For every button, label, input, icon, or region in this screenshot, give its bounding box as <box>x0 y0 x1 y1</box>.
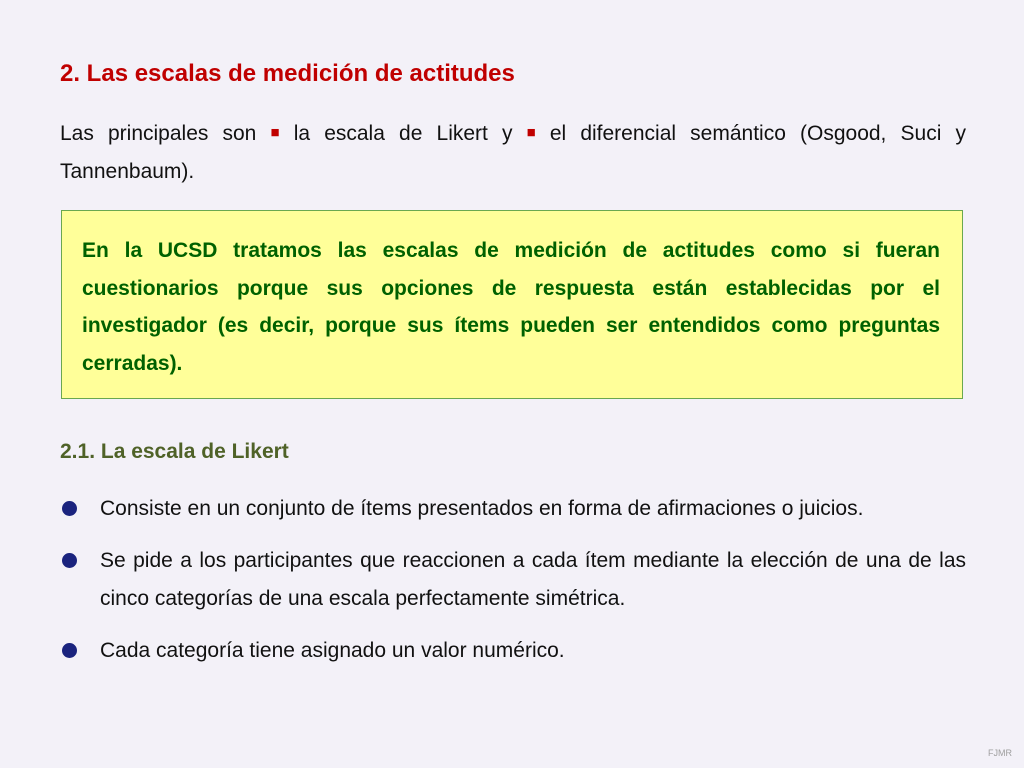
highlight-box-text: En la UCSD tratamos las escalas de medición de actitudes como si fueran cuestionarios porque sus opciones de respuesta están establecidas por el investigador (es decir, porque sus ítems pueden ser entendidos como preguntas cerradas). <box>82 239 940 375</box>
bullet-list <box>60 490 966 684</box>
square-bullet-icon: ■ <box>270 124 280 141</box>
list-item <box>60 632 966 670</box>
footer-initials: FJMR <box>988 748 1012 758</box>
list-item <box>60 542 966 618</box>
section-subheading: 2.1. La escala de Likert <box>60 440 289 463</box>
list-item <box>60 490 966 528</box>
bullet-dot-icon <box>62 501 77 516</box>
square-bullet-icon: ■ <box>526 124 536 141</box>
bullet-text: Cada categoría tiene asignado un valor numérico. <box>100 639 565 662</box>
bullet-text: Consiste en un conjunto de ítems presentados en forma de afirmaciones o juicios. <box>100 497 864 520</box>
bullet-text: Se pide a los participantes que reaccionen a cada ítem mediante la elección de una de las cinco categorías de una escala perfectamente simétrica. <box>100 549 966 610</box>
intro-text-part2: la escala de Likert y <box>293 122 513 145</box>
intro-text-part1: Las principales son <box>60 122 257 145</box>
bullet-dot-icon <box>62 643 77 658</box>
intro-paragraph <box>60 114 966 191</box>
slide-title: 2. Las escalas de medición de actitudes <box>60 60 515 87</box>
bullet-dot-icon <box>62 553 77 568</box>
intro-text-part3: el diferencial semántico (Osgood, Suci y Tannenbaum). <box>60 122 966 183</box>
highlight-box <box>61 210 963 399</box>
